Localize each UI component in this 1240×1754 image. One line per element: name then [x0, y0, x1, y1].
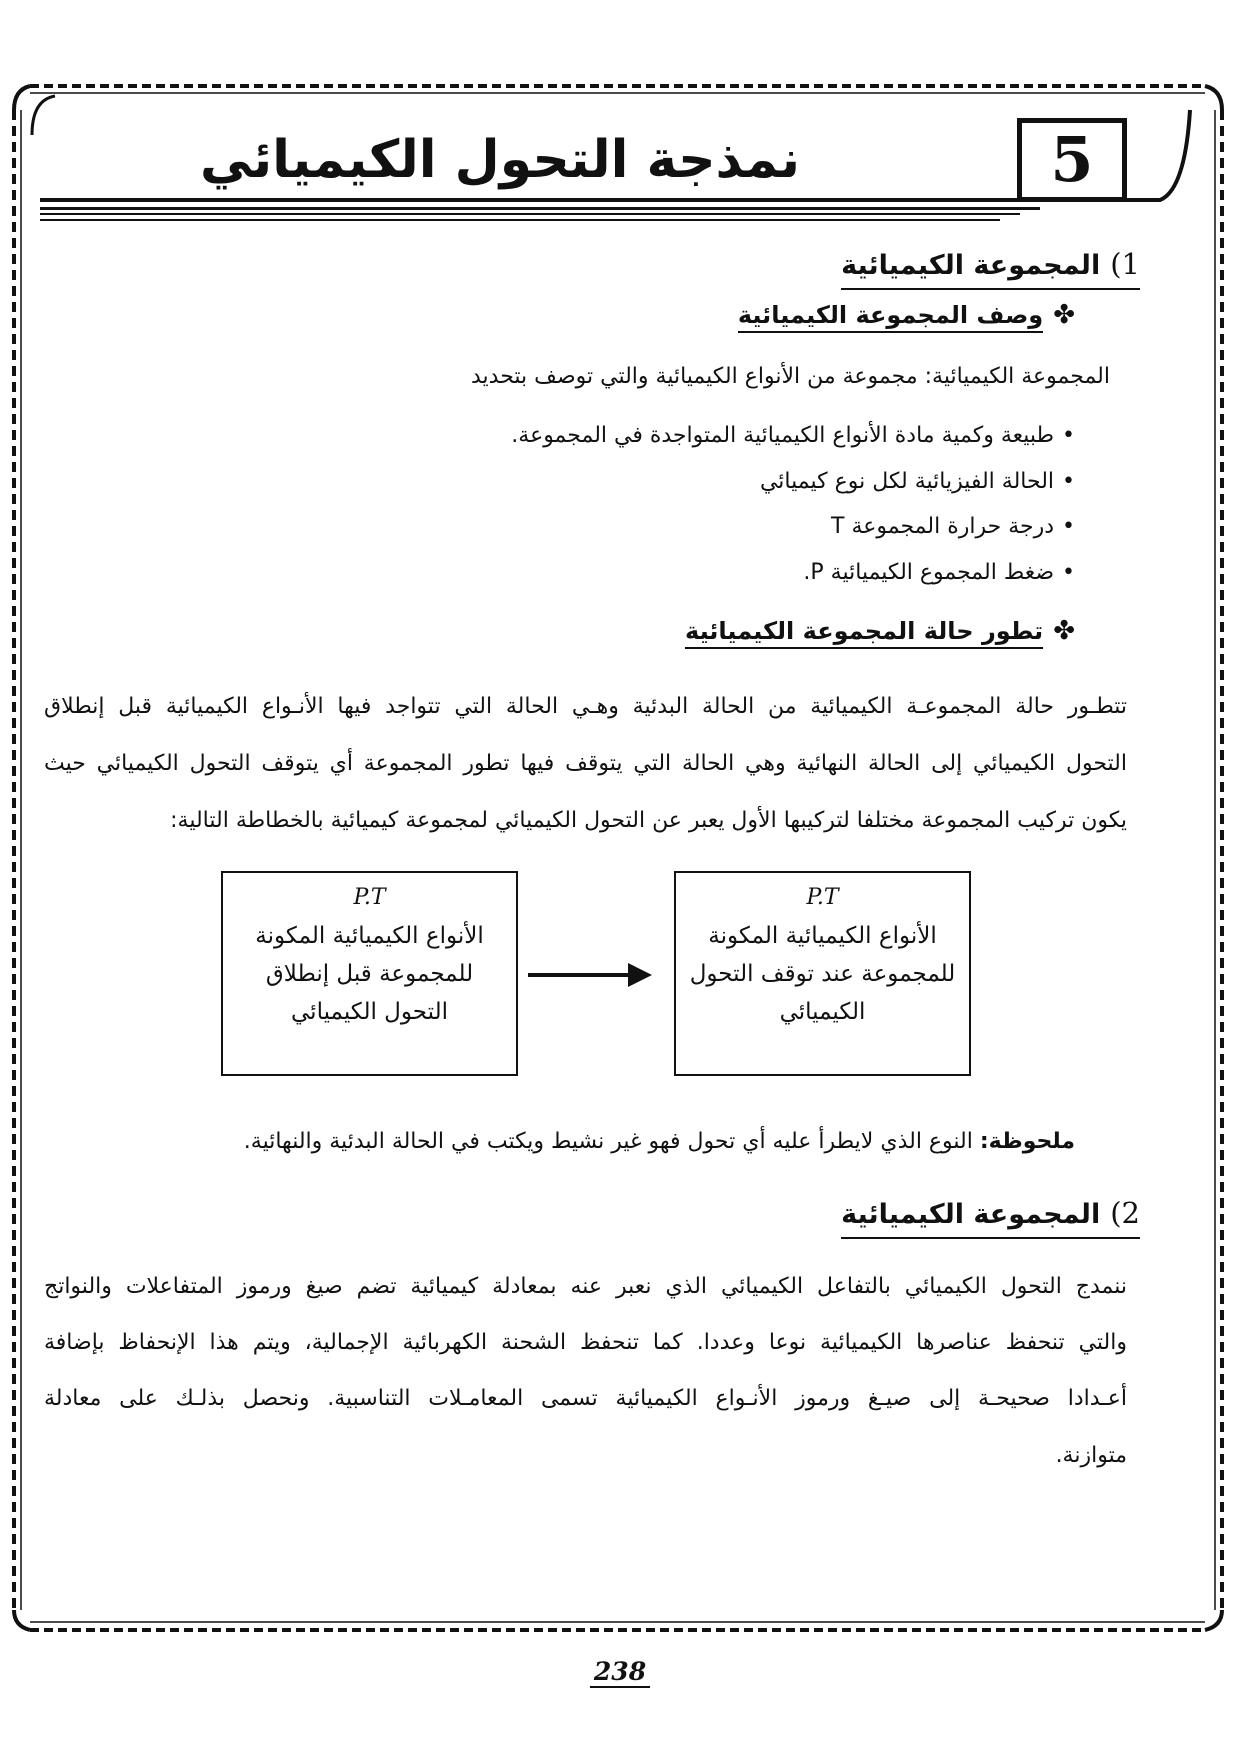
subsection-evolution-title: تطور حالة المجموعة الكيميائية — [685, 617, 1043, 649]
paragraph-line: التحول الكيميائي إلى الحالة النهائية وهي الحالة التي يتوقف فيها تطور المجموعة أي يتوقف التحول الكيميائي حيث — [44, 751, 1127, 776]
section-2-number: 2) — [1110, 1196, 1140, 1230]
section-1-number: 1) — [1110, 247, 1140, 281]
clover-bullet-icon: ✤ — [1053, 300, 1075, 330]
clover-bullet-icon: ✤ — [1053, 616, 1075, 646]
paragraph-line: يكون تركيب المجموعة مختلفا لتركيبها الأول يعبر عن التحول الكيميائي لمجموعة كيميائية بالخطاطة التالية: — [170, 808, 1127, 833]
modeling-paragraph — [44, 1270, 1127, 1490]
subsection-description-heading — [738, 297, 1075, 333]
list-item: • ضغط المجموع الكيميائية P. — [511, 556, 1075, 602]
header-rule — [40, 207, 1040, 210]
transformation-arrow-icon — [524, 955, 654, 995]
subsection-evolution-heading — [685, 613, 1075, 649]
paragraph-line: متوازنة. — [1055, 1443, 1127, 1468]
paragraph-line: ننمدج التحول الكيميائي بالتفاعل الكيميائي الذي نعبر عنه بمعادلة كيميائية تضم صيغ ورموز المتفاعلات والنواتج — [44, 1274, 1127, 1299]
note-label: ملحوظة: — [979, 1129, 1075, 1154]
final-state-box — [674, 871, 971, 1076]
initial-state-pt-label: P.T — [353, 885, 386, 910]
definition-text: المجموعة الكيميائية: مجموعة من الأنواع الكيميائية والتي توصف بتحديد — [471, 364, 1110, 389]
list-item: • الحالة الفيزيائية لكل نوع كيميائي — [511, 465, 1075, 511]
header-rule — [40, 219, 1000, 221]
properties-list — [511, 419, 1075, 601]
paragraph-line: تتطـور حالة المجموعـة الكيميائية من الحالة البدئية وهـي الحالة التي تتواجد فيها الأنـواع الكيميائية قبل إنطلاق — [44, 694, 1127, 719]
final-state-pt-label: P.T — [806, 885, 839, 910]
initial-state-text: الأنواع الكيميائية المكونة للمجموعة قبل إنطلاق التحول الكيميائي — [255, 923, 484, 1025]
list-item: • درجة حرارة المجموعة T — [511, 510, 1075, 556]
note-text: النوع الذي لايطرأ عليه أي تحول فهو غير نشيط ويكتب في الحالة البدئية والنهائية. — [243, 1129, 973, 1154]
paragraph-line: أعـدادا صحيحـة إلى صيـغ ورموز الأنـواع الكيميائية تسمى المعامـلات التناسبية. ونحصل بذلـك على معادلة — [44, 1386, 1127, 1411]
chapter-number-box: 5 — [1017, 118, 1127, 202]
evolution-paragraph — [44, 690, 1127, 840]
section-1-heading — [841, 244, 1140, 290]
chapter-title: نمذجة التحول الكيميائي — [200, 130, 800, 190]
section-2-heading — [841, 1193, 1140, 1239]
note — [244, 1125, 1075, 1159]
initial-state-box — [221, 871, 518, 1076]
subsection-description-title: وصف المجموعة الكيميائية — [738, 301, 1043, 333]
header-rule — [40, 213, 1020, 215]
list-item: • طبيعة وكمية مادة الأنواع الكيميائية المتواجدة في المجموعة. — [511, 419, 1075, 465]
final-state-text: الأنواع الكيميائية المكونة للمجموعة عند توقف التحول الكيميائي — [689, 923, 956, 1025]
page-number — [0, 1657, 1240, 1686]
section-2-title: المجموعة الكيميائية — [841, 1199, 1101, 1230]
paragraph-line: والتي تنحفظ عناصرها الكيميائية نوعا وعددا. كما تنحفظ الشحنة الكهربائية الإجمالية، ويتم هذا الإنحفاظ بإضافة — [44, 1330, 1127, 1355]
page-number-text: 238 — [590, 1657, 650, 1688]
section-1-title: المجموعة الكيميائية — [841, 250, 1101, 281]
